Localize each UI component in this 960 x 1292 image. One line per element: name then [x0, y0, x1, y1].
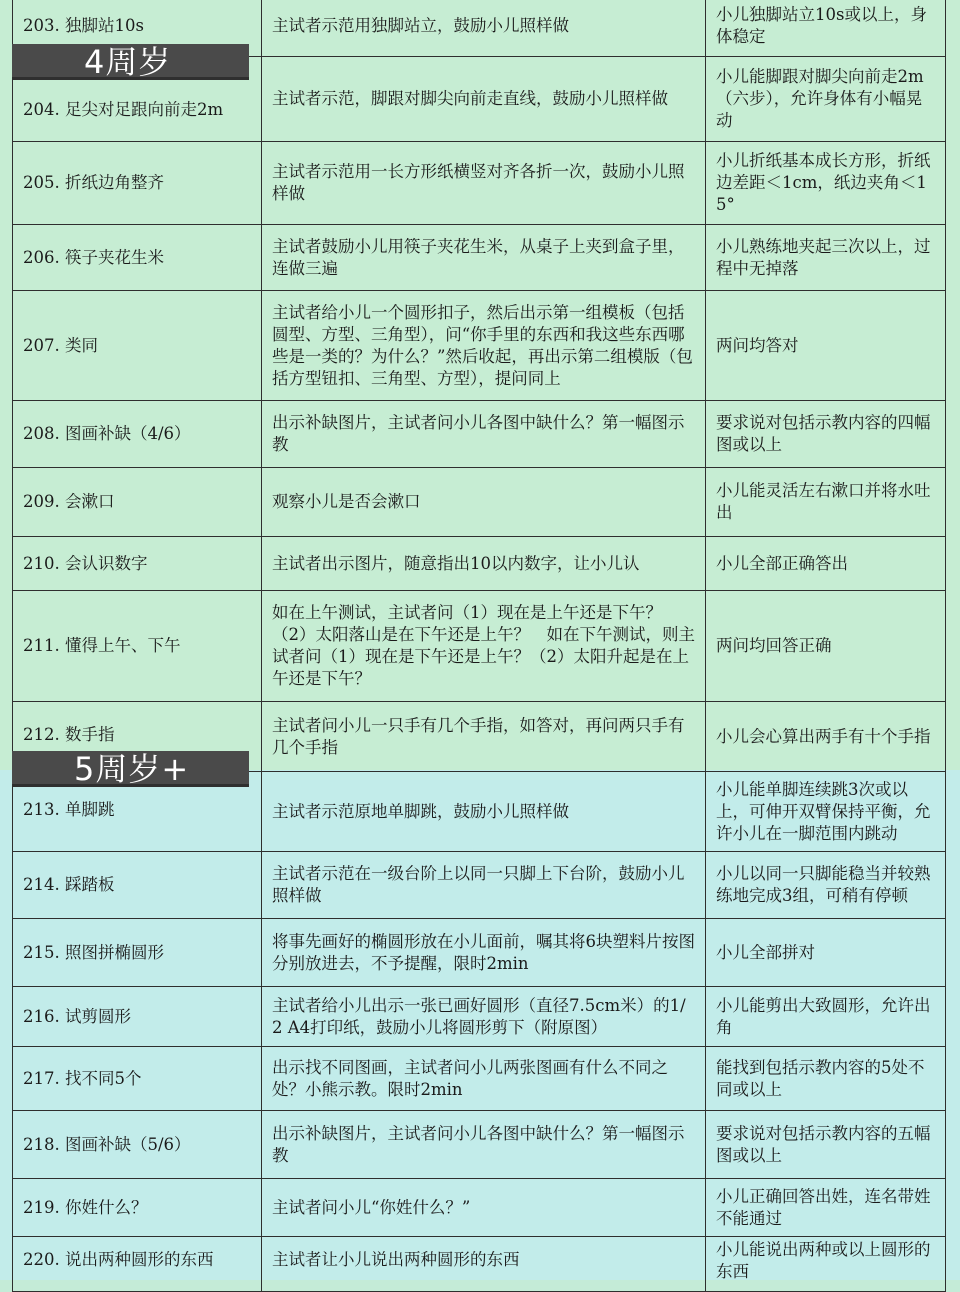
standard-cell: 小儿能单脚连续跳3次或以上，可伸开双臂保持平衡，允许小儿在一脚范围内跳动	[705, 771, 946, 852]
item-cell: 214. 踩踏板	[12, 851, 262, 919]
item-cell: 217. 找不同5个	[12, 1046, 262, 1111]
item-cell: 206. 筷子夹花生米	[12, 224, 262, 291]
standard-cell: 两问均回答正确	[705, 590, 946, 702]
standard-cell: 小儿全部拼对	[705, 918, 946, 987]
standard-cell: 两问均答对	[705, 290, 946, 401]
table-row	[12, 141, 946, 225]
item-cell: 216. 试剪圆形	[12, 986, 262, 1047]
standard-cell: 小儿正确回答出姓，连名带姓不能通过	[705, 1178, 946, 1237]
method-cell: 主试者问小儿一只手有几个手指，如答对，再问两只手有几个手指	[261, 701, 706, 772]
standard-cell: 小儿能灵活左右漱口并将水吐出	[705, 467, 946, 537]
table-row	[12, 290, 946, 401]
age-group-label-4: 4周岁	[12, 44, 249, 80]
item-cell: 213. 单脚跳	[12, 771, 262, 852]
table-row	[12, 467, 946, 537]
item-cell: 208. 图画补缺（4/6）	[12, 400, 262, 468]
item-cell: 215. 照图拼椭圆形	[12, 918, 262, 987]
method-cell: 主试者示范，脚跟对脚尖向前走直线，鼓励小儿照样做	[261, 56, 706, 142]
table-row	[12, 1046, 946, 1111]
standard-cell: 小儿能说出两种或以上圆形的东西	[705, 1236, 946, 1292]
standard-cell: 小儿以同一只脚能稳当并较熟练地完成3组，可稍有停顿	[705, 851, 946, 919]
table-row	[12, 1236, 946, 1292]
table-row	[12, 918, 946, 987]
method-cell: 主试者让小儿说出两种圆形的东西	[261, 1236, 706, 1292]
standard-cell: 小儿独脚站立10s或以上，身体稳定	[705, 0, 946, 57]
standard-cell: 小儿折纸基本成长方形，折纸边差距＜1cm，纸边夹角＜15°	[705, 141, 946, 225]
method-cell: 观察小儿是否会漱口	[261, 467, 706, 537]
method-cell: 主试者给小儿出示一张已画好圆形（直径7.5cm米）的1/2 A4打印纸，鼓励小儿将圆形剪下（附原图）	[261, 986, 706, 1047]
method-cell: 主试者示范用独脚站立，鼓励小儿照样做	[261, 0, 706, 57]
method-cell: 主试者示范用一长方形纸横竖对齐各折一次，鼓励小儿照样做	[261, 141, 706, 225]
method-cell: 主试者示范原地单脚跳，鼓励小儿照样做	[261, 771, 706, 852]
item-cell: 218. 图画补缺（5/6）	[12, 1110, 262, 1179]
item-cell: 203. 独脚站10s	[12, 0, 262, 57]
item-cell: 220. 说出两种圆形的东西	[12, 1236, 262, 1292]
method-cell: 主试者示范在一级台阶上以同一只脚上下台阶，鼓励小儿照样做	[261, 851, 706, 919]
standard-cell: 要求说对包括示教内容的四幅图或以上	[705, 400, 946, 468]
item-cell: 204. 足尖对足跟向前走2m	[12, 56, 262, 142]
method-cell: 出示补缺图片，主试者问小儿各图中缺什么？第一幅图示教	[261, 1110, 706, 1179]
standard-cell: 小儿能脚跟对脚尖向前走2m（六步），允许身体有小幅晃动	[705, 56, 946, 142]
standard-cell: 小儿熟练地夹起三次以上，过程中无掉落	[705, 224, 946, 291]
method-cell: 主试者鼓励小儿用筷子夹花生米，从桌子上夹到盒子里，连做三遍	[261, 224, 706, 291]
item-cell: 212. 数手指	[12, 701, 262, 772]
item-cell: 219. 你姓什么？	[12, 1178, 262, 1237]
method-cell: 出示补缺图片，主试者问小儿各图中缺什么？第一幅图示教	[261, 400, 706, 468]
table-row	[12, 224, 946, 291]
method-cell: 主试者出示图片，随意指出10以内数字，让小儿认	[261, 536, 706, 591]
table-row	[12, 851, 946, 919]
standard-cell: 要求说对包括示教内容的五幅图或以上	[705, 1110, 946, 1179]
method-cell: 将事先画好的椭圆形放在小儿面前，嘱其将6块塑料片按图分别放进去，不予提醒，限时2min	[261, 918, 706, 987]
table-row	[12, 536, 946, 591]
standard-cell: 小儿会心算出两手有十个手指	[705, 701, 946, 772]
table-row	[12, 986, 946, 1047]
table-row	[12, 590, 946, 702]
standard-cell: 小儿能剪出大致圆形，允许出角	[705, 986, 946, 1047]
table-row	[12, 400, 946, 468]
age-group-label-5: 5周岁+	[12, 751, 249, 787]
method-cell: 如在上午测试，主试者问（1）现在是上午还是下午？（2）太阳落山是在下午还是上午？ 如在下午测试，则主试者问（1）现在是下午还是上午？（2）太阳升起是在上午还是下午？	[261, 590, 706, 702]
table-row	[12, 1110, 946, 1179]
item-cell: 209. 会漱口	[12, 467, 262, 537]
item-cell: 211. 懂得上午、下午	[12, 590, 262, 702]
table-row	[12, 1178, 946, 1237]
standard-cell: 能找到包括示教内容的5处不同或以上	[705, 1046, 946, 1111]
method-cell: 主试者问小儿“你姓什么？”	[261, 1178, 706, 1237]
item-cell: 205. 折纸边角整齐	[12, 141, 262, 225]
item-cell: 210. 会认识数字	[12, 536, 262, 591]
method-cell: 出示找不同图画，主试者问小儿两张图画有什么不同之处？小熊示教。限时2min	[261, 1046, 706, 1111]
item-cell: 207. 类同	[12, 290, 262, 401]
standard-cell: 小儿全部正确答出	[705, 536, 946, 591]
method-cell: 主试者给小儿一个圆形扣子，然后出示第一组模板（包括圆型、方型、三角型），问“你手里的东西和我这些东西哪些是一类的？为什么？”然后收起，再出示第二组模版（包括方型钮扣、三角型、方型），提问同上	[261, 290, 706, 401]
